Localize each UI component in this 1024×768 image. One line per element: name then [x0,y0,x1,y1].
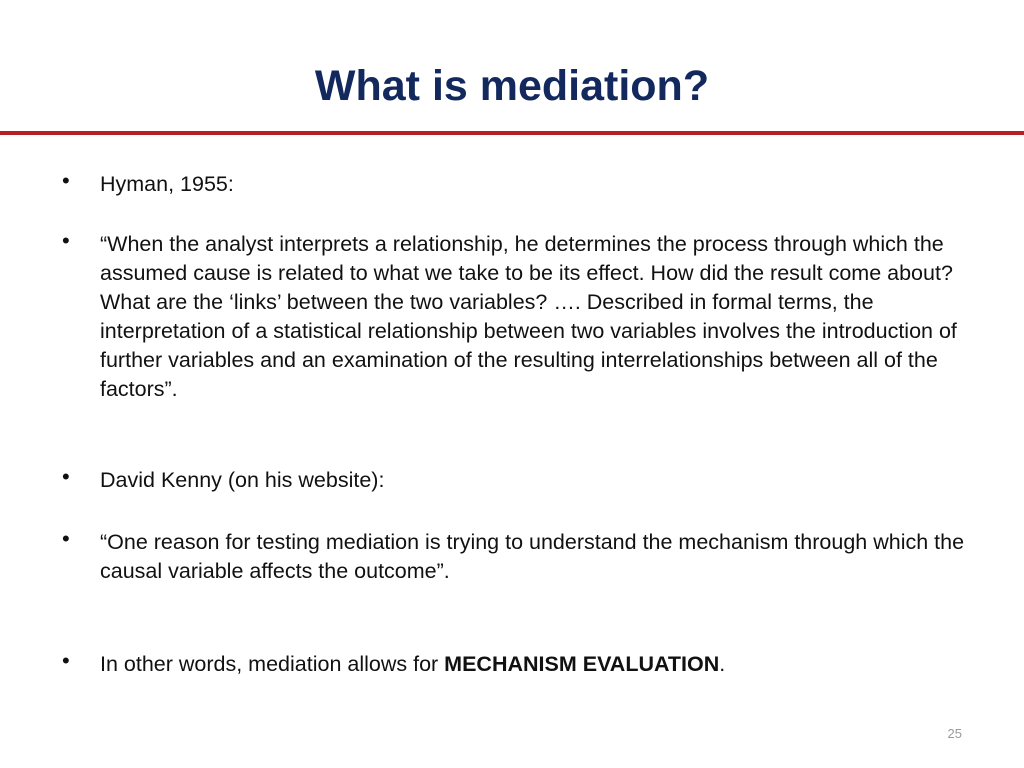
bullet-item [62,228,970,404]
slide-title: What is mediation? [314,62,710,110]
bullet-text: Hyman, 1955: [100,172,234,196]
title-divider [0,131,1024,135]
bullet-text: David Kenny (on his website): [100,468,385,492]
bullet-dot-icon: • [62,526,70,551]
bullet-text: “One reason for testing mediation is trying to understand the mechanism through which the causal variable affects the outcome”. [100,530,965,583]
bullet-text: “When the analyst interprets a relationship, he determines the process through which the assumed cause is related to what we take to be its effect. How did the result come about? What are the ‘links’ between the two variables? …. Described in formal terms, the interpretation of a statistical relationship between two variables involves the introduction of further variables and an examination of the resulting interrelationships between all of the factors”. [100,232,957,401]
bullet-item [62,648,970,679]
bullet-text-bold: MECHANISM EVALUATION [444,652,720,676]
bullet-dot-icon: • [62,168,70,193]
bullet-dot-icon: • [62,464,70,489]
bullet-item [62,464,970,495]
bullet-dot-icon: • [62,648,70,673]
page-number: 25 [947,726,962,741]
bullet-dot-icon: • [62,228,70,253]
bullet-item [62,168,970,199]
bullet-text-prefix: In other words, mediation allows for [100,652,445,676]
bullet-item [62,526,970,586]
bullet-text-suffix: . [719,652,726,676]
